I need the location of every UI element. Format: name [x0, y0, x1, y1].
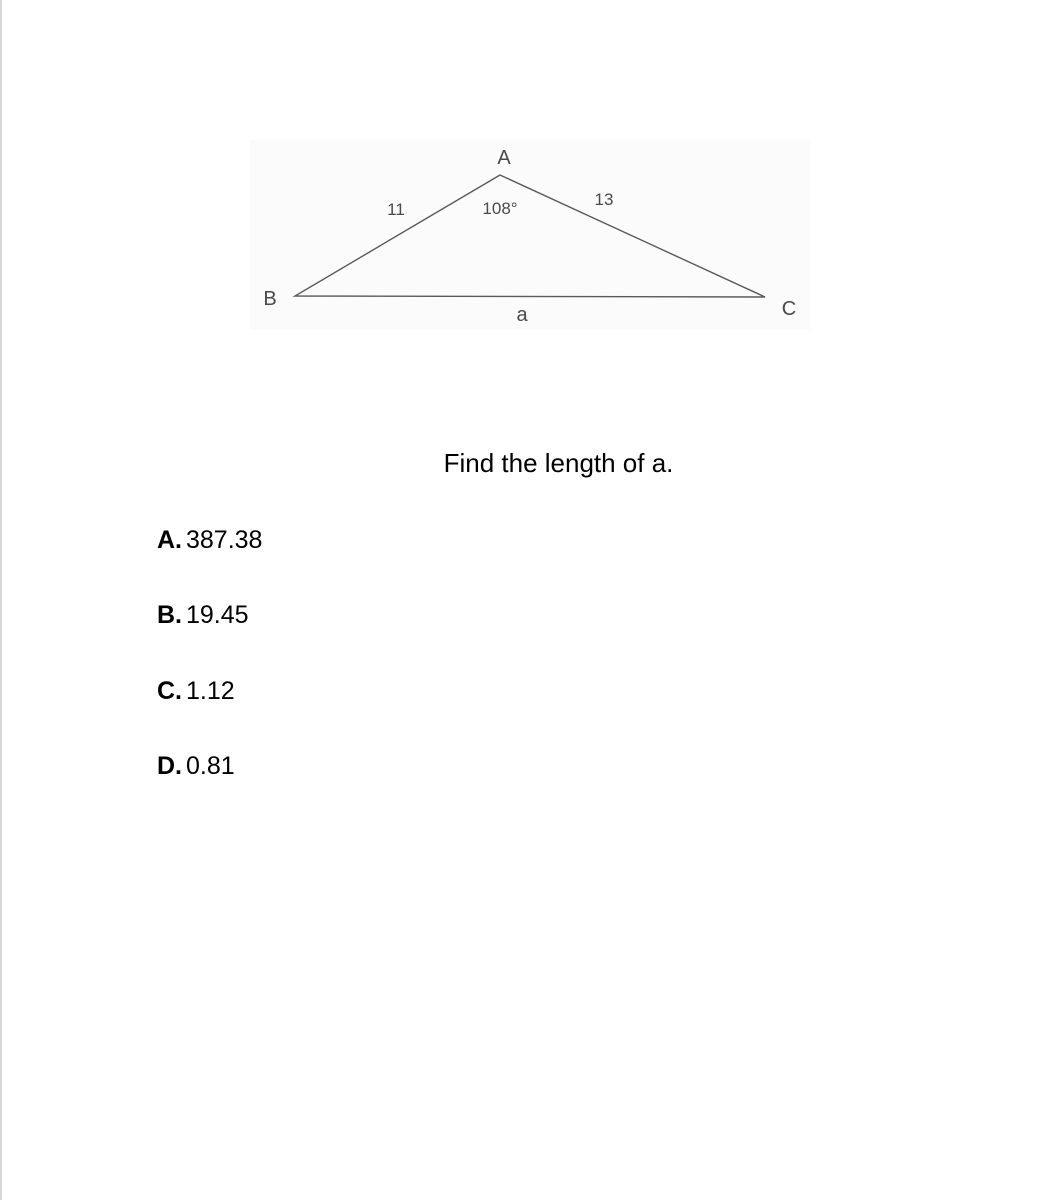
side-label-ac: 13 — [594, 190, 614, 209]
triangle-diagram — [250, 140, 810, 330]
option-value: 1.12 — [186, 676, 235, 705]
option-d[interactable] — [157, 750, 262, 825]
angle-label-a: 108° — [482, 199, 518, 218]
option-value: 19.45 — [186, 601, 249, 630]
side-label-bc: a — [516, 304, 528, 326]
option-b[interactable] — [157, 599, 262, 674]
question-text: Find the length of a. — [443, 448, 674, 478]
answer-options — [157, 524, 262, 825]
option-letter: B. — [157, 601, 182, 630]
vertex-label-a: A — [497, 147, 511, 169]
option-c[interactable] — [157, 675, 262, 750]
option-letter: D. — [157, 751, 182, 780]
option-letter: C. — [157, 676, 182, 705]
triangle-figure — [250, 140, 810, 330]
option-letter: A. — [157, 526, 182, 554]
option-value: 387.38 — [186, 526, 263, 554]
side-label-ab: 11 — [387, 200, 405, 219]
option-a[interactable] — [157, 524, 262, 599]
triangle-shape — [295, 175, 765, 297]
vertex-label-b: B — [263, 288, 277, 310]
option-value: 0.81 — [186, 751, 235, 780]
page-left-edge — [0, 0, 2, 1200]
vertex-label-c: C — [781, 298, 797, 320]
